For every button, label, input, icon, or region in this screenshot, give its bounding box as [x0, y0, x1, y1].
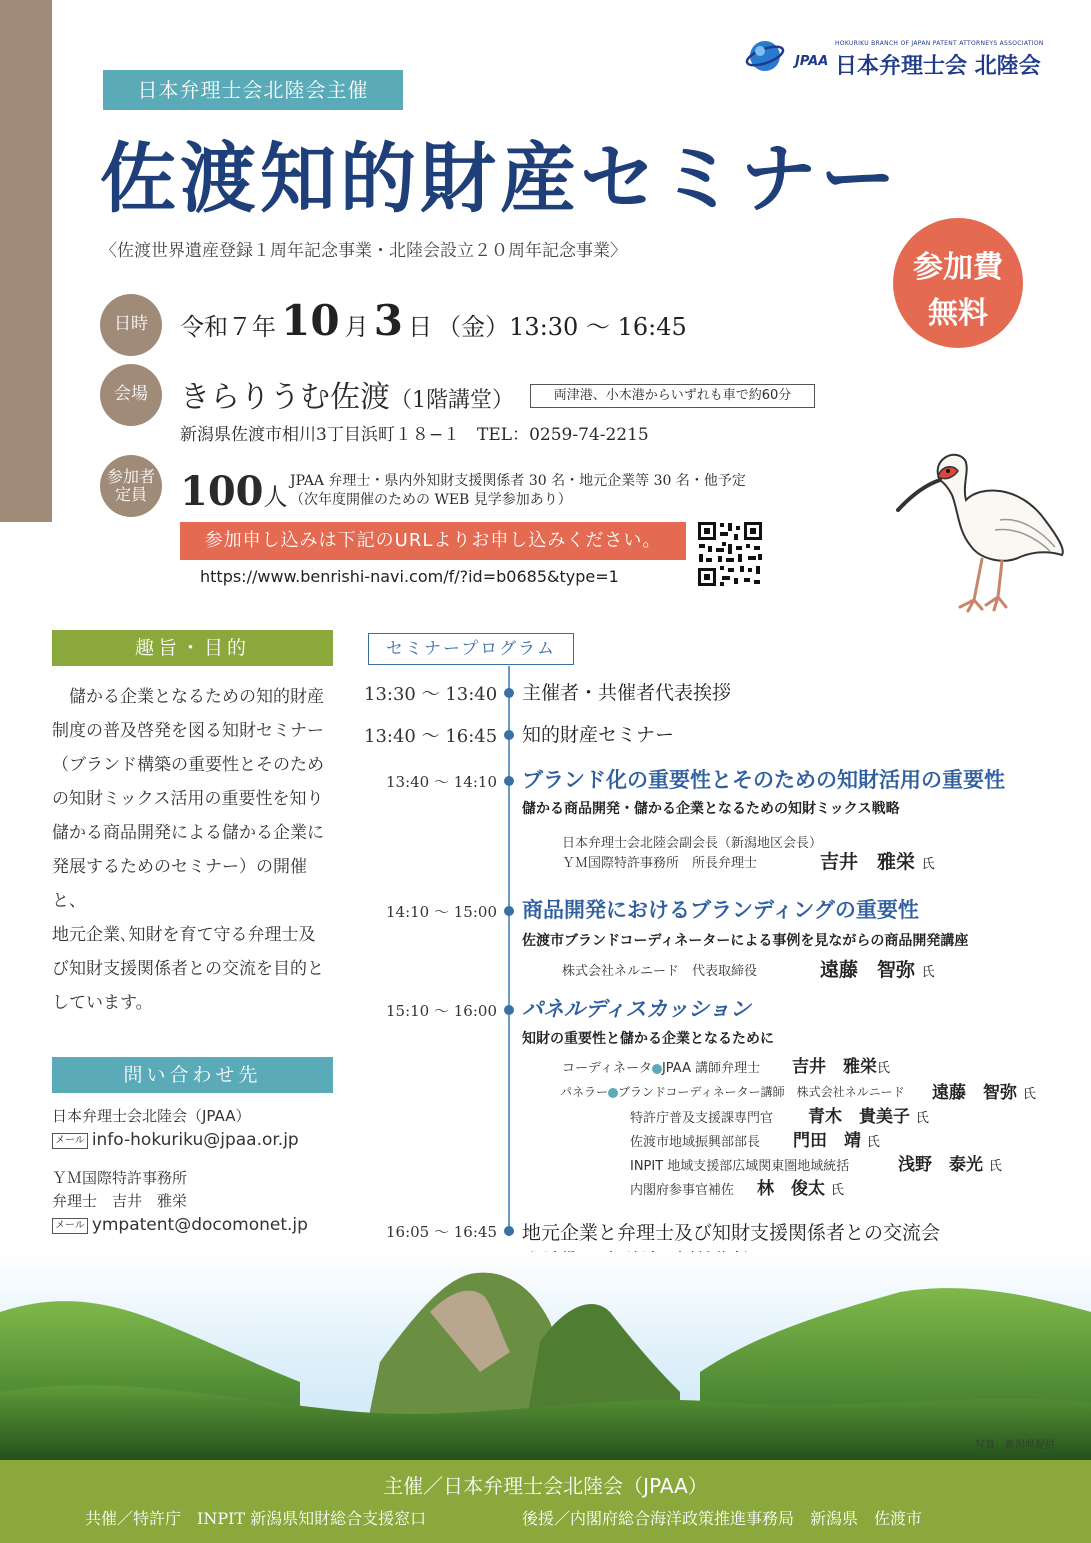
coordinator-name: [792, 1052, 890, 1077]
purpose-line: 地元企業､知財を育て守る弁理士及: [52, 925, 316, 945]
venue-address: 新潟県佐渡市相川3丁目浜町１８−１ TEL：0259-74-2215: [180, 425, 649, 445]
footer-host: 主催／日本弁理士会北陸会（JPAA）: [383, 1474, 708, 1498]
globe-icon: [745, 36, 785, 76]
contact-person: 弁理士 吉井 雅栄: [52, 1192, 188, 1210]
timeline-dot: [504, 730, 514, 740]
speaker-name: [820, 955, 935, 982]
program-time: 16:05 〜 16:45: [386, 1223, 497, 1241]
date-era: 令和７年: [180, 313, 276, 341]
speaker-name: [820, 847, 935, 874]
event-date: [180, 296, 687, 345]
email-link[interactable]: ympatent@docomonet.jp: [91, 1215, 308, 1235]
program-heading: セミナープログラム: [368, 633, 574, 665]
panelist-name: [808, 1102, 929, 1127]
page-subtitle: 〈佐渡世界遺産登録１周年記念事業・北陸会設立２０周年記念事業〉: [100, 241, 627, 261]
purpose-line: （ブランド構築の重要性とそのため: [52, 755, 324, 775]
capacity-note: （次年度開催のための WEB 見学参加あり）: [290, 492, 572, 508]
panelist-affiliation: INPIT 地域支援部広域関東圏地域統括: [630, 1159, 850, 1174]
venue-hall: （1階講堂）: [390, 388, 514, 413]
bullet-dot: [608, 1088, 618, 1098]
timeline-dot: [504, 776, 514, 786]
venue-access-note: 両津港、小木港からいずれも車で約60分: [530, 384, 815, 408]
date-month: 10: [281, 296, 340, 345]
honorific: 氏: [988, 1159, 1002, 1174]
side-accent-bar: [0, 0, 52, 522]
session-desc: 儲かる商品開発・儲かる企業となるための知財ミックス戦略: [522, 801, 900, 817]
coordinator-role: コーディネータ: [562, 1061, 652, 1076]
apply-url-link[interactable]: https://www.benrishi-navi.com/f/?id=b0685&type=1: [200, 567, 619, 586]
logo-english-text: HOKURIKU BRANCH OF JAPAN PATENT ATTORNEYS ASSOCIATION: [835, 40, 1044, 47]
honorific: 氏: [921, 857, 935, 872]
organizer-tag: 日本弁理士会北陸会主催: [103, 70, 403, 110]
honorific: 氏: [921, 965, 935, 980]
footer: [0, 1460, 1091, 1543]
honorific: 氏: [1022, 1087, 1036, 1102]
apply-banner: 参加申し込みは下記のURLよりお申し込みください。: [180, 522, 686, 560]
photo-credit: 写真：新潟県提供: [975, 1440, 1055, 1451]
capacity-number: [180, 468, 288, 515]
purpose-line: 儲かる企業となるための知的財産: [52, 687, 324, 707]
speaker-name-text: 吉井 雅栄: [820, 851, 916, 873]
venue-title: きらりうむ佐渡: [180, 380, 390, 415]
panelist-name: [793, 1126, 880, 1151]
panelist-affiliation: 内閣府参事官補佐: [630, 1183, 735, 1198]
capacity-label-2: 定員: [114, 485, 147, 504]
fee-value: 無料: [928, 296, 988, 331]
purpose-line: しています。: [52, 993, 153, 1013]
session-desc: 佐渡市ブランドコーディネーターによる事例を見ながらの商品開発講座: [522, 933, 969, 949]
page-title: 佐渡知的財産セミナー: [100, 134, 900, 223]
session-time: 14:10 〜 15:00: [386, 903, 497, 921]
purpose-line: び知財支援関係者との交流を目的と: [52, 959, 324, 979]
speaker-affiliation: 日本弁理士会北陸会副会長（新潟地区会長）: [562, 836, 823, 851]
capacity-unit: 人: [263, 483, 288, 511]
coordinator-affiliation: JPAA 講師弁理士: [661, 1061, 761, 1076]
honorific: 氏: [830, 1183, 844, 1198]
date-month-unit: 月: [344, 313, 369, 341]
timeline-dot: [504, 1005, 514, 1015]
session-desc: 知財の重要性と儲かる企業となるために: [522, 1031, 774, 1047]
purpose-line: の知財ミックス活用の重要性を知り: [52, 789, 324, 809]
speaker-name-text: 遠藤 智弥: [820, 959, 916, 981]
logo-japanese-text: 日本弁理士会 北陸会: [835, 54, 1041, 79]
contact-org-2: ＹＭ国際特許事務所: [52, 1169, 188, 1187]
contact-org-1: 日本弁理士会北陸会（JPAA）: [52, 1107, 251, 1125]
program-time: 13:30 〜 13:40: [364, 684, 498, 705]
coordinator-row: [562, 1057, 760, 1076]
panelist-name-text: 林 俊太: [757, 1179, 825, 1199]
session-time: 13:40 〜 14:10: [386, 773, 497, 791]
date-pill: 日時: [100, 294, 162, 356]
contact-email-1: [52, 1130, 299, 1150]
honorific: 氏: [877, 1061, 891, 1076]
panelist-name-text: 浅野 泰光: [898, 1155, 983, 1175]
capacity-detail: JPAA 弁理士・県内外知財支援関係者 30 名・地元企業等 30 名・他予定: [290, 473, 746, 489]
capacity-value: 100: [180, 468, 264, 515]
timeline-dot: [504, 906, 514, 916]
date-day-unit: 日: [408, 313, 433, 341]
panelist-name: [932, 1078, 1036, 1103]
venue-pill: 会場: [100, 364, 162, 426]
logo-jpaa-text: JPAA: [795, 54, 829, 69]
footer-support: 後援／内閣府総合海洋政策推進事務局 新潟県 佐渡市: [522, 1509, 923, 1528]
panelist-name: [757, 1174, 844, 1199]
program-title: 地元企業と弁理士及び知財支援関係者との交流会: [522, 1222, 941, 1244]
program-title: 主催者・共催者代表挨拶: [522, 682, 732, 704]
date-day: 3: [373, 296, 403, 345]
panelist-name: [898, 1150, 1002, 1175]
qr-code-icon[interactable]: [696, 520, 764, 588]
contact-heading: 問い合わせ先: [52, 1057, 333, 1093]
purpose-line: 制度の普及啓発を図る知財セミナー: [52, 721, 324, 741]
capacity-pill: [100, 455, 162, 517]
session-title: パネルディスカッション: [522, 997, 751, 1021]
footer-cohost: 共催／特許庁 INPIT 新潟県知財総合支援窓口: [85, 1509, 427, 1528]
timeline-line: [508, 666, 510, 1236]
session-title: 商品開発におけるブランディングの重要性: [522, 898, 919, 922]
ibis-illustration: [870, 425, 1070, 625]
landscape-photo: [0, 1252, 1091, 1460]
mail-tag: メール: [52, 1133, 88, 1149]
purpose-line: 発展するためのセミナー）の開催と、: [52, 857, 307, 911]
timeline-dot: [504, 1226, 514, 1236]
program-title: 知的財産セミナー: [522, 724, 675, 746]
date-time: （金）13:30 〜 16:45: [437, 313, 687, 341]
panelist-name-text: 門田 靖: [793, 1131, 861, 1151]
panelist-name-text: 遠藤 智弥: [932, 1083, 1017, 1103]
contact-email-2: [52, 1215, 308, 1235]
bullet-dot: [652, 1064, 662, 1074]
session-title: ブランド化の重要性とそのための知財活用の重要性: [522, 768, 1005, 792]
venue-name: [180, 372, 514, 416]
speaker-affiliation: ＹＭ国際特許事務所 所長弁理士: [562, 856, 758, 871]
panelist-row: [560, 1083, 905, 1100]
panelist-affiliation: 佐渡市地域振興部部長: [630, 1135, 761, 1150]
panelist-affiliation: ブランドコーディネーター講師 株式会社ネルニード: [618, 1085, 905, 1099]
purpose-text: [52, 680, 334, 1020]
speaker-affiliation: 株式会社ネルニード 代表取締役: [562, 964, 758, 979]
purpose-heading: 趣旨・目的: [52, 630, 333, 666]
panelist-affiliation: 特許庁普及支援課専門官: [630, 1111, 774, 1126]
program-time: 13:40 〜 16:45: [364, 726, 498, 747]
honorific: 氏: [866, 1135, 880, 1150]
panelist-name-text: 青木 貴美子: [808, 1107, 910, 1127]
session-time: 15:10 〜 16:00: [386, 1002, 497, 1020]
fee-badge: [893, 218, 1023, 348]
honorific: 氏: [915, 1111, 929, 1126]
mail-tag: メール: [52, 1218, 88, 1234]
capacity-label-1: 参加者: [106, 466, 155, 486]
fee-label: 参加費: [913, 250, 1003, 285]
purpose-line: 儲かる商品開発による儲かる企業に: [52, 823, 324, 843]
email-link[interactable]: info-hokuriku@jpaa.or.jp: [91, 1130, 299, 1150]
coordinator-name-text: 吉井 雅栄: [792, 1057, 877, 1077]
timeline-dot: [504, 688, 514, 698]
jpaa-logo: [745, 36, 1045, 82]
panel-role: パネラー: [560, 1085, 609, 1099]
